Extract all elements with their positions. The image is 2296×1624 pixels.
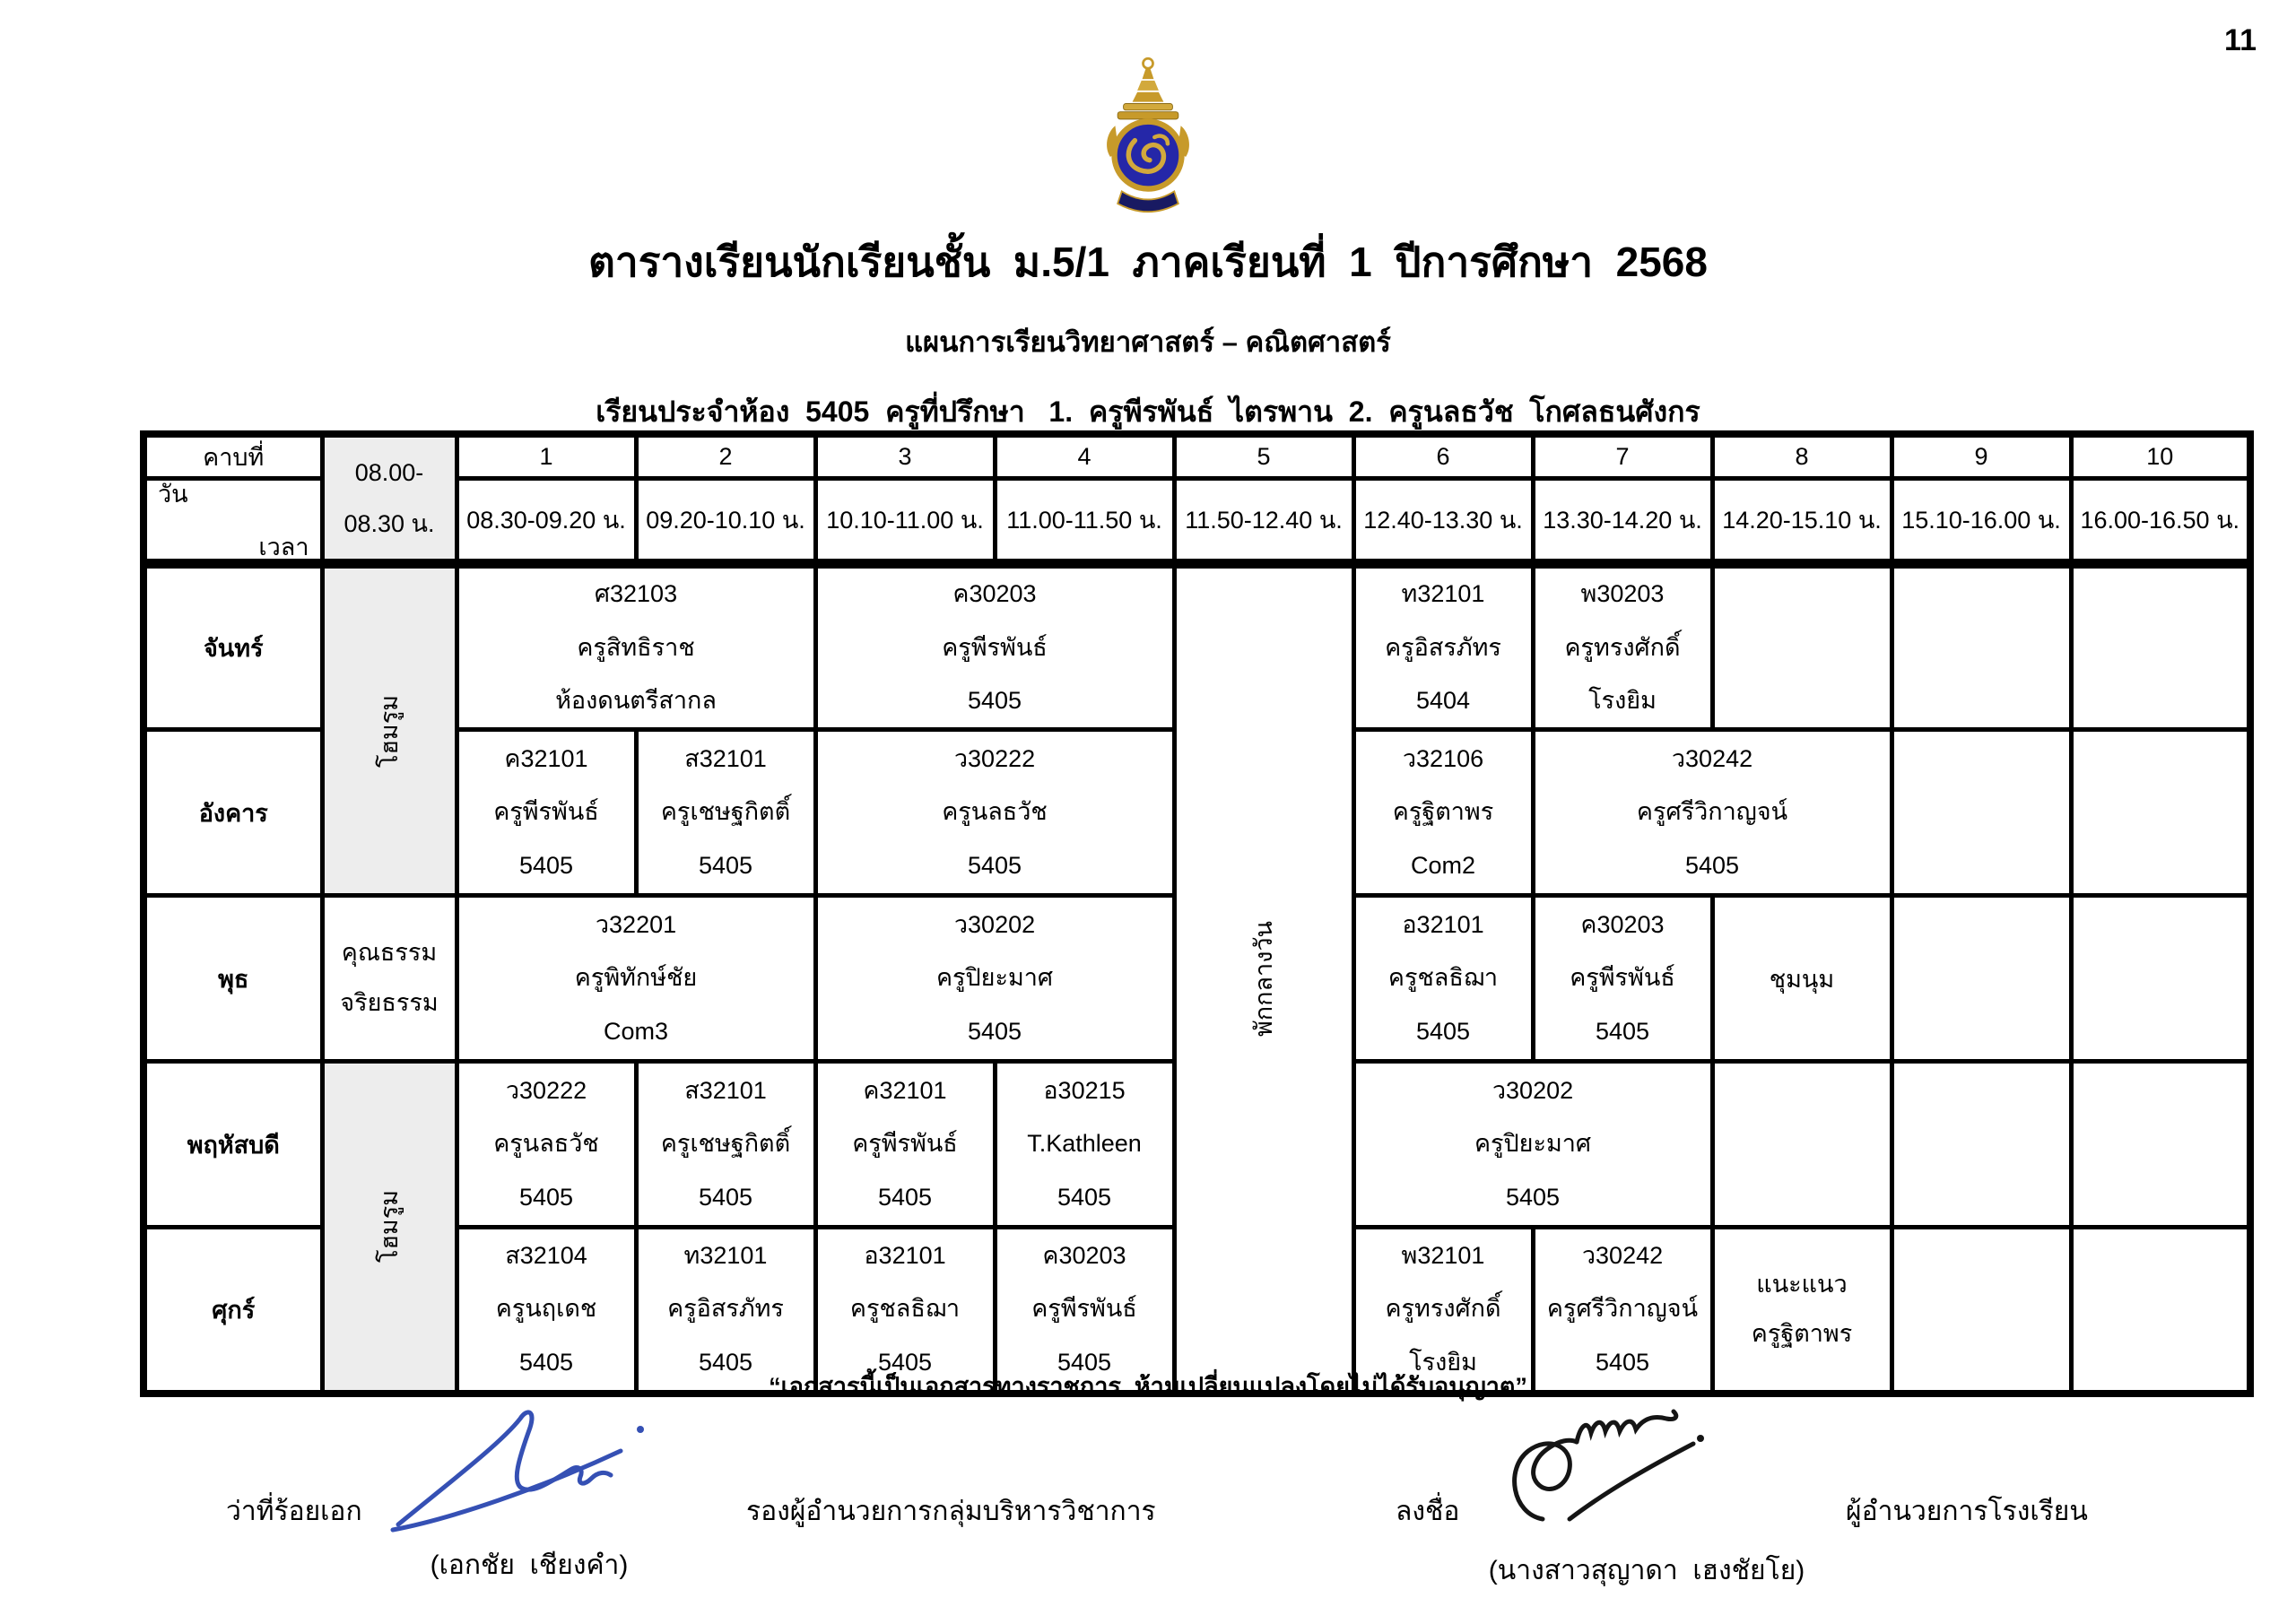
day-monday: จันทร์ xyxy=(144,564,322,730)
guidance-line2: ครูฐิตาพร xyxy=(1751,1320,1853,1348)
empty-cell xyxy=(1712,1062,1892,1228)
empty-cell xyxy=(1892,1062,2071,1228)
schedule-cell xyxy=(815,896,1174,1062)
corner-day-label: วัน xyxy=(158,480,188,508)
subject-code: ค32101 xyxy=(504,744,588,772)
subject-code: ส32101 xyxy=(684,744,767,772)
schedule-cell xyxy=(815,1062,995,1228)
schedule-cell xyxy=(636,1062,815,1228)
period-5: 5 xyxy=(1174,434,1353,479)
teacher-name: ครูเชษฐกิตติ์ xyxy=(660,1130,791,1158)
room: 5405 xyxy=(518,1349,574,1376)
deputy-role: รองผู้อำนวยการกลุ่มบริหารวิชาการ xyxy=(746,1497,1156,1526)
teacher-name: ครูสิทธิราช xyxy=(577,633,695,661)
teacher-name: ครูเชษฐกิตติ์ xyxy=(660,798,791,826)
day-tuesday: อังคาร xyxy=(144,730,322,896)
subject-code: ส32104 xyxy=(505,1241,587,1269)
subject-code: ค32101 xyxy=(863,1076,947,1104)
schedule-cell xyxy=(815,564,1174,730)
lunch-break-cell xyxy=(1174,564,1353,1394)
subject-code: ค30203 xyxy=(1580,910,1665,938)
subject-code: ว32201 xyxy=(595,910,677,938)
homeroom-time-header xyxy=(322,434,457,564)
teacher-name: ครูพิทักษ์ชัย xyxy=(574,964,698,992)
teacher-name: ครูอิสรภัทร xyxy=(1385,633,1501,661)
schedule-cell xyxy=(1533,896,1712,1062)
time-1: 08.30-09.20 น. xyxy=(457,479,636,564)
period-8: 8 xyxy=(1712,434,1892,479)
room: 5405 xyxy=(877,1349,933,1376)
homeroom-cell-mon-tue xyxy=(322,564,457,896)
period-9: 9 xyxy=(1892,434,2071,479)
teacher-name: ครูชลธิฌา xyxy=(1387,964,1499,992)
room: 5405 xyxy=(1595,1017,1650,1045)
homeroom-time-line2: 08.30 น. xyxy=(344,509,435,537)
subject-code: ศ32103 xyxy=(594,580,678,607)
corner-period-label: คาบที่ xyxy=(144,434,322,479)
subject-code: ค30203 xyxy=(1042,1241,1126,1269)
row-monday xyxy=(144,564,2250,730)
room: 5405 xyxy=(698,1349,753,1376)
program-subtitle: แผนการเรียนวิทยาศาสตร์ – คณิตศาสตร์ xyxy=(905,326,1391,358)
club-cell xyxy=(1712,896,1892,1062)
room: 5405 xyxy=(518,851,574,879)
corner-time-label: เวลา xyxy=(258,533,309,560)
period-7: 7 xyxy=(1533,434,1712,479)
period-6: 6 xyxy=(1353,434,1533,479)
subject-code: อ32101 xyxy=(1402,910,1484,938)
homeroom-time-line1: 08.00- xyxy=(354,458,424,486)
homeroom-advisors-line: เรียนประจำห้อง 5405 ครูที่ปรึกษา 1. ครูพีรพันธ์ ไตรพาน 2. ครูนลธวัช โกศลธนศังกร xyxy=(596,395,1700,428)
teacher-name: ครูทรงศักดิ์ xyxy=(1564,633,1681,661)
teacher-name: ครูชลธิฌา xyxy=(849,1295,961,1323)
room: 5405 xyxy=(518,1183,574,1211)
teacher-name: ครูนฤเดช xyxy=(495,1295,597,1323)
ethics-line1: คุณธรรม xyxy=(341,939,438,967)
day-friday: ศุกร์ xyxy=(144,1228,322,1394)
room: 5405 xyxy=(967,687,1022,715)
page-title: ตารางเรียนนักเรียนชั้น ม.5/1 ภาคเรียนที่ 1 ปีการศึกษา 2568 xyxy=(588,239,1708,285)
room: 5405 xyxy=(1505,1183,1561,1211)
room: 5405 xyxy=(698,851,753,879)
period-3: 3 xyxy=(815,434,995,479)
subject-code: ค30203 xyxy=(952,580,1037,607)
subject-code: ว32106 xyxy=(1402,744,1484,772)
header-time-row xyxy=(144,479,2250,564)
teacher-name: ครูอิสรภัทร xyxy=(667,1295,784,1323)
day-wednesday: พุธ xyxy=(144,896,322,1062)
time-4: 11.00-11.50 น. xyxy=(995,479,1174,564)
schedule-cell xyxy=(457,1062,636,1228)
schedule-cell xyxy=(1353,564,1533,730)
room: 5404 xyxy=(1415,687,1471,715)
header-period-row xyxy=(144,434,2250,479)
time-5: 11.50-12.40 น. xyxy=(1174,479,1353,564)
subject-code: ว30222 xyxy=(953,744,1036,772)
room: 5405 xyxy=(698,1183,753,1211)
empty-cell xyxy=(2071,1062,2250,1228)
teacher-name: ครูศรีวิกาญจน์ xyxy=(1546,1295,1699,1323)
subject-code: ว30202 xyxy=(953,910,1036,938)
subject-code: อ32101 xyxy=(864,1241,946,1269)
time-3: 10.10-11.00 น. xyxy=(815,479,995,564)
teacher-name: ครูพีรพันธ์ xyxy=(852,1130,958,1158)
room: 5405 xyxy=(877,1183,933,1211)
empty-cell xyxy=(2071,896,2250,1062)
room: 5405 xyxy=(967,1017,1022,1045)
room: 5405 xyxy=(1595,1349,1650,1376)
room: 5405 xyxy=(1415,1017,1471,1045)
timetable xyxy=(140,430,2254,1397)
homeroom-label: โฮมรูม xyxy=(376,694,404,768)
lunch-label: พักกลางวัน xyxy=(1250,921,1278,1038)
empty-cell xyxy=(2071,564,2250,730)
teacher-name: ครูปิยะมาศ xyxy=(1474,1130,1592,1158)
sign-label: ลงชื่อ xyxy=(1396,1497,1460,1526)
teacher-name: ครูพีรพันธ์ xyxy=(1031,1295,1137,1323)
teacher-name: ครูทรงศักดิ์ xyxy=(1385,1295,1501,1323)
ethics-line2: จริยธรรม xyxy=(340,989,439,1016)
subject-code: ว30202 xyxy=(1492,1076,1574,1104)
subject-code: พ32101 xyxy=(1401,1241,1485,1269)
room: 5405 xyxy=(1057,1349,1112,1376)
subject-code: อ30215 xyxy=(1043,1076,1126,1104)
subject-code: ว30242 xyxy=(1581,1241,1664,1269)
official-document-note: “เอกสารนี้เป็นเอกสารทางราชการ ห้ามเปลี่ยนแปลงโดยไม่ได้รับอนุญาต” xyxy=(769,1373,1527,1400)
director-name: (นางสาวสุญาดา เฮงชัยโย) xyxy=(1488,1556,1805,1585)
schedule-cell xyxy=(995,1062,1174,1228)
time-6: 12.40-13.30 น. xyxy=(1353,479,1533,564)
empty-cell xyxy=(1712,564,1892,730)
deputy-signature xyxy=(386,1395,709,1539)
room: ห้องดนตรีสากล xyxy=(555,687,717,715)
teacher-name: ครูนลธวัช xyxy=(493,1130,599,1158)
guidance-line1: แนะแนว xyxy=(1756,1270,1848,1298)
teacher-name: ครูศรีวิกาญจน์ xyxy=(1636,798,1788,826)
teacher-name: ครูพีรพันธ์ xyxy=(942,633,1048,661)
room: 5405 xyxy=(967,851,1022,879)
teacher-name: ครูพีรพันธ์ xyxy=(493,798,599,826)
schedule-cell xyxy=(1533,564,1712,730)
period-1: 1 xyxy=(457,434,636,479)
deputy-rank-prefix: ว่าที่ร้อยเอก xyxy=(226,1497,362,1526)
empty-cell xyxy=(1892,896,2071,1062)
corner-day-time-cell xyxy=(144,479,322,564)
subject-code: ว30242 xyxy=(1671,744,1753,772)
empty-cell xyxy=(1892,564,2071,730)
time-7: 13.30-14.20 น. xyxy=(1533,479,1712,564)
subject-code: ท32101 xyxy=(683,1241,768,1269)
time-8: 14.20-15.10 น. xyxy=(1712,479,1892,564)
schedule-cell xyxy=(815,730,1174,896)
ethics-cell xyxy=(322,896,457,1062)
schedule-cell xyxy=(457,564,815,730)
period-2: 2 xyxy=(636,434,815,479)
empty-cell xyxy=(1892,730,2071,896)
teacher-name: ครูนลธวัช xyxy=(942,798,1048,826)
room: 5405 xyxy=(1057,1183,1112,1211)
schedule-cell xyxy=(1353,1062,1712,1228)
period-10: 10 xyxy=(2071,434,2250,479)
subject-code: ท32101 xyxy=(1401,580,1485,607)
subject-code: ว30222 xyxy=(505,1076,587,1104)
time-9: 15.10-16.00 น. xyxy=(1892,479,2071,564)
room: Com2 xyxy=(1410,851,1476,879)
teacher-name: ครูปิยะมาศ xyxy=(935,964,1054,992)
homeroom-cell-thu-fri xyxy=(322,1062,457,1394)
time-10: 16.00-16.50 น. xyxy=(2071,479,2250,564)
club-label: ชุมนุม xyxy=(1769,965,1835,993)
empty-cell xyxy=(2071,730,2250,896)
schedule-cell xyxy=(1533,730,1892,896)
schedule-cell xyxy=(457,896,815,1062)
time-2: 09.20-10.10 น. xyxy=(636,479,815,564)
deputy-name: (เอกชัย เชียงคำ) xyxy=(430,1550,629,1580)
schedule-cell xyxy=(457,730,636,896)
period-4: 4 xyxy=(995,434,1174,479)
royal-emblem-icon xyxy=(1091,52,1205,222)
teacher-name: ครูฐิตาพร xyxy=(1392,798,1494,826)
room: โรงยิม xyxy=(1588,687,1657,715)
room: โรงยิม xyxy=(1409,1349,1477,1376)
schedule-cell xyxy=(1353,896,1533,1062)
teacher-name: T.Kathleen xyxy=(1027,1130,1142,1158)
page-number: 11 xyxy=(2224,23,2257,57)
homeroom-label: โฮมรูม xyxy=(376,1190,404,1264)
schedule-cell xyxy=(636,730,815,896)
room: Com3 xyxy=(603,1017,669,1045)
schedule-cell xyxy=(1353,730,1533,896)
subject-code: ส32101 xyxy=(684,1076,767,1104)
director-signature xyxy=(1491,1383,1760,1535)
room: 5405 xyxy=(1684,851,1740,879)
subject-code: พ30203 xyxy=(1580,580,1665,607)
teacher-name: ครูพีรพันธ์ xyxy=(1570,964,1675,992)
director-role: ผู้อำนวยการโรงเรียน xyxy=(1846,1497,2088,1526)
day-thursday: พฤหัสบดี xyxy=(144,1062,322,1228)
